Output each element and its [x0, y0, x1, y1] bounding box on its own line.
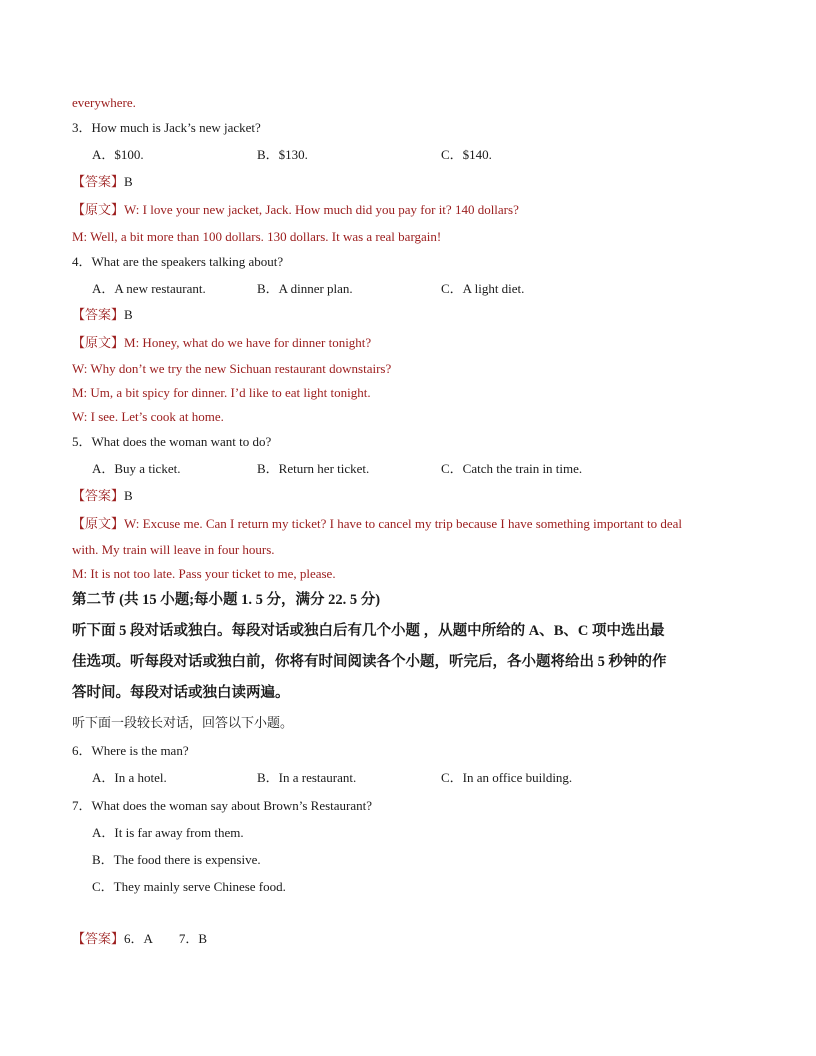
- transcript-line: W: Excuse me. Can I return my ticket? I have to cancel my trip because I have something important to deal: [124, 516, 682, 531]
- question-4: 4．What are the speakers talking about?: [72, 254, 284, 269]
- section-instructions-2: 佳选项。听每段对话或独白前，你将有时间阅读各个小题，听完后，各小题将给出 5 秒钟的作: [72, 654, 667, 670]
- answer-value: B: [124, 174, 133, 189]
- transcript-tag: 【原文】: [72, 516, 125, 531]
- transcript-tag: 【原文】: [72, 202, 125, 217]
- q4-option-b: B．A dinner plan.: [257, 281, 353, 296]
- q3-option-b: B．$130.: [257, 147, 308, 162]
- section-instructions-1: 听下面 5 段对话或独白。每段对话或独白后有几个小题 ，从题中所给的 A、B、C 项中选出最: [72, 623, 665, 639]
- q7-option-b: B．The food there is expensive.: [92, 852, 261, 867]
- q4-transcript-3: M: Um, a bit spicy for dinner. I’d like to eat light tonight.: [72, 385, 371, 400]
- continued-text: everywhere.: [72, 95, 136, 110]
- answers-6-7: [72, 930, 207, 948]
- transcript-tag: 【原文】: [72, 335, 125, 350]
- section-heading: 第二节 (共 15 小题;每小题 1. 5 分，满分 22. 5 分): [72, 592, 381, 608]
- answer-tag: 【答案】: [72, 307, 125, 322]
- q3-transcript-1: [72, 201, 519, 219]
- q5-option-c: C．Catch the train in time.: [441, 461, 583, 476]
- answer-tag: 【答案】: [72, 488, 125, 503]
- q5-answer: [72, 487, 133, 505]
- section-instructions-3: 答时间。每段对话或独白读两遍。: [72, 685, 290, 701]
- q4-transcript-4: W: I see. Let’s cook at home.: [72, 409, 224, 424]
- question-3: 3．How much is Jack’s new jacket?: [72, 120, 261, 135]
- q3-option-a: A．$100.: [92, 147, 144, 162]
- q4-option-c: C．A light diet.: [441, 281, 525, 296]
- dialogue-lead: 听下面一段较长对话，回答以下小题。: [72, 716, 294, 731]
- question-7: 7．What does the woman say about Brown’s Restaurant?: [72, 798, 373, 813]
- q6-option-a: A．In a hotel.: [92, 770, 167, 785]
- q3-answer: [72, 173, 133, 191]
- q5-option-a: A．Buy a ticket.: [92, 461, 181, 476]
- q4-transcript-1: [72, 334, 371, 352]
- q7-option-a: A．It is far away from them.: [92, 825, 244, 840]
- q5-transcript-2: with. My train will leave in four hours.: [72, 542, 275, 557]
- answer-tag: 【答案】: [72, 174, 125, 189]
- answer-tag: 【答案】: [72, 931, 125, 946]
- q6-option-c: C．In an office building.: [441, 770, 573, 785]
- q6-option-b: B．In a restaurant.: [257, 770, 357, 785]
- question-6: 6．Where is the man?: [72, 743, 189, 758]
- q5-transcript-3: M: It is not too late. Pass your ticket to me, please.: [72, 566, 336, 581]
- q5-option-b: B．Return her ticket.: [257, 461, 370, 476]
- q7-option-c: C．They mainly serve Chinese food.: [92, 879, 286, 894]
- q4-transcript-2: W: Why don’t we try the new Sichuan restaurant downstairs?: [72, 361, 392, 376]
- answer-6: 6．A: [124, 931, 153, 946]
- q3-option-c: C．$140.: [441, 147, 492, 162]
- q4-option-a: A．A new restaurant.: [92, 281, 206, 296]
- q5-transcript-1: [72, 515, 682, 533]
- answer-7: 7．B: [178, 931, 208, 946]
- answer-value: B: [124, 307, 133, 322]
- question-5: 5．What does the woman want to do?: [72, 434, 272, 449]
- q3-transcript-2: M: Well, a bit more than 100 dollars. 130 dollars. It was a real bargain!: [72, 229, 442, 244]
- answer-value: B: [124, 488, 133, 503]
- q4-answer: [72, 306, 133, 324]
- transcript-line: W: I love your new jacket, Jack. How much did you pay for it? 140 dollars?: [124, 202, 519, 217]
- transcript-line: M: Honey, what do we have for dinner tonight?: [124, 335, 372, 350]
